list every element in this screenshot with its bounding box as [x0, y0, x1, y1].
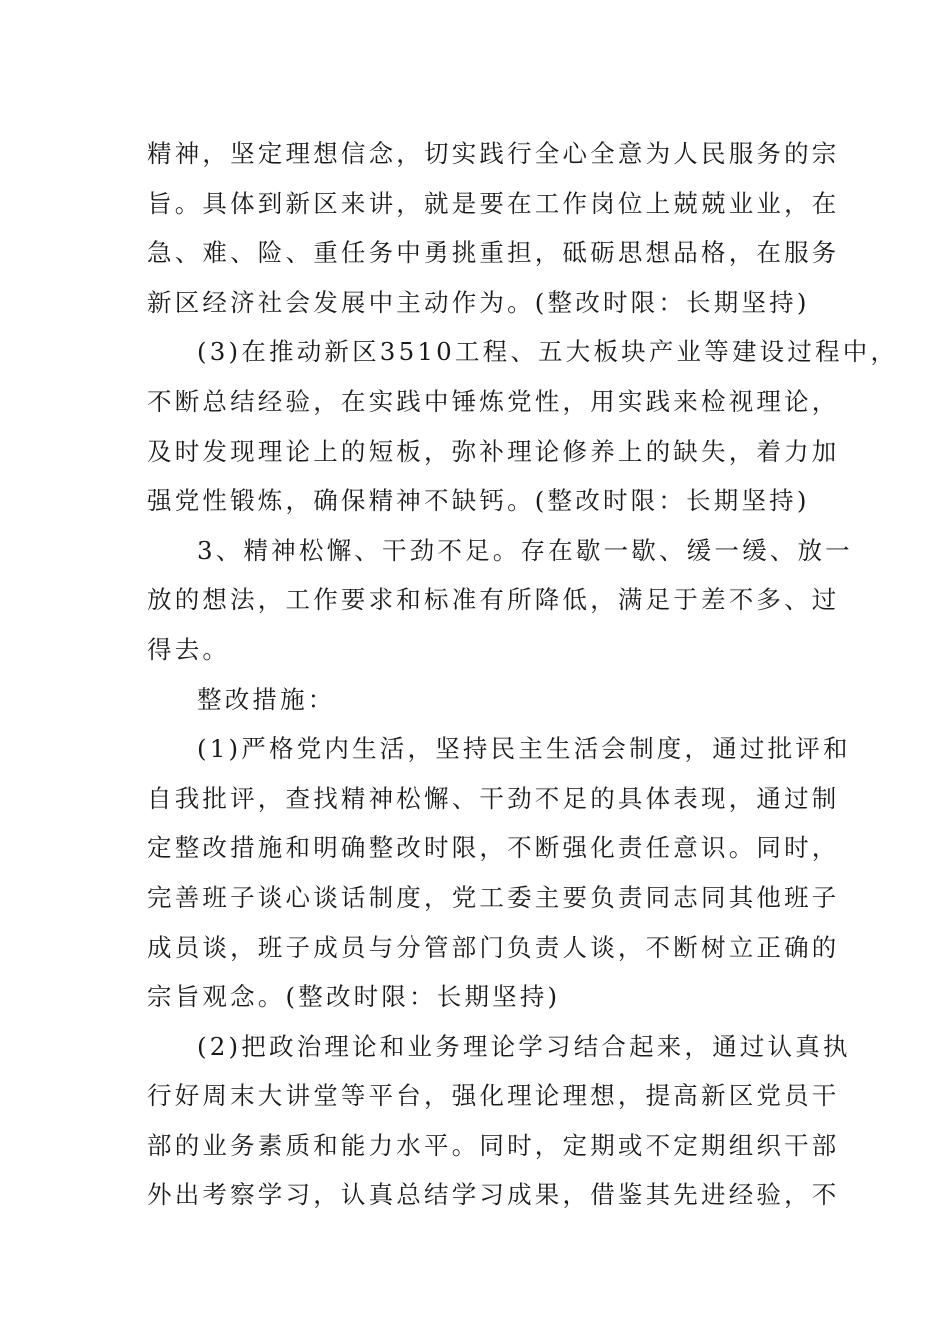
document-body — [147, 129, 899, 1220]
text-line: 定整改措施和明确整改时限，不断强化责任意识。同时， — [147, 833, 840, 863]
text-line: 外出考察学习，认真总结学习成果，借鉴其先进经验，不 — [147, 1180, 840, 1210]
paragraph-start-line: (2)把政治理论和业务理论学习结合起来，通过认真执 — [197, 1031, 851, 1061]
text-line: 自我批评，查找精神松懈、干劲不足的具体表现，通过制 — [147, 783, 840, 813]
text-line: 行好周末大讲堂等平台，强化理论理想，提高新区党员干 — [147, 1081, 840, 1111]
text-line: 完善班子谈心谈话制度，党工委主要负责同志同其他班子 — [147, 882, 840, 912]
text-line: 急、难、险、重任务中勇挑重担，砥砺思想品格，在服务 — [147, 238, 840, 268]
text-line: 不断总结经验，在实践中锤炼党性，用实践来检视理论， — [147, 386, 840, 416]
text-line: 放的想法，工作要求和标准有所降低，满足于差不多、过 — [147, 585, 840, 615]
text-line: 部的业务素质和能力水平。同时，定期或不定期组织干部 — [147, 1130, 840, 1160]
text-line: 旨。具体到新区来讲，就是要在工作岗位上兢兢业业，在 — [147, 188, 840, 218]
text-line: 宗旨观念。(整改时限：长期坚持) — [147, 982, 561, 1012]
text-line: 及时发现理论上的短板，弥补理论修养上的缺失，着力加 — [147, 436, 840, 466]
text-line: 强党性锻炼，确保精神不缺钙。(整改时限：长期坚持) — [147, 486, 810, 516]
measures-heading: 整改措施： — [197, 684, 336, 714]
text-line: 精神，坚定理想信念，切实践行全心全意为人民服务的宗 — [147, 139, 840, 168]
text-line: 得去。 — [147, 634, 231, 664]
paragraph-start-line: (3)在推动新区3510工程、五大板块产业等建设过程中， — [197, 337, 899, 367]
text-line: 新区经济社会发展中主动作为。(整改时限：长期坚持) — [147, 287, 810, 317]
paragraph-start-line: (1)严格党内生活，坚持民主生活会制度，通过批评和 — [197, 734, 851, 764]
text-line: 成员谈，班子成员与分管部门负责人谈，不断树立正确的 — [147, 932, 840, 962]
section-heading-line: 3、精神松懈、干劲不足。存在歇一歇、缓一缓、放一 — [197, 535, 853, 565]
